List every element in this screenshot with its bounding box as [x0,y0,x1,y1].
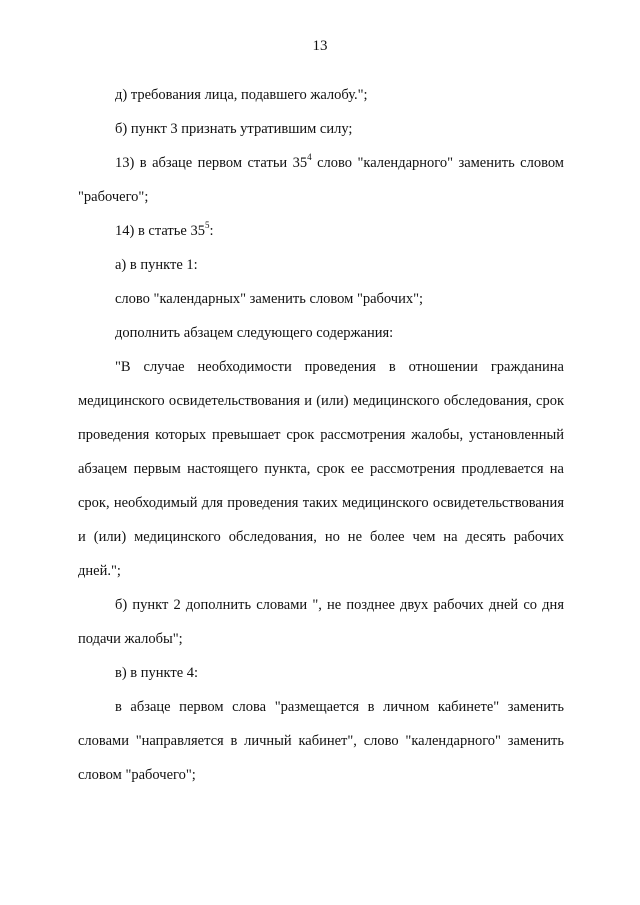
paragraph-item-b-point2: б) пункт 2 дополнить словами ", не позднее двух рабочих дней со дня подачи жалобы"; [78,597,564,647]
paragraph-item-d: д) требования лица, подавшего жалобу."; [115,87,368,103]
paragraph-13-superscript: 4 [307,152,312,162]
paragraph-quoted-text: "В случае необходимости проведения в отношении гражданина медицинского освидетельствования и (или) медицинского обследования, срок проведения которых превышает срок рассмотрения жалобы, установленный абзацем первым настоящего пункта, срок ее рассмотрения продлевается на срок, необходимый для проведения таких медицинского освидетельствования и (или) медицинского обследования, но не более чем на десять рабочих дней."; [78,359,564,579]
paragraph-13-text-after: слово "календарного" заменить словом "рабочего"; [78,155,564,205]
page-number: 13 [312,38,328,54]
paragraph-14-superscript: 5 [204,220,210,230]
paragraph-14-text: 14) в статье 35 [115,223,205,239]
paragraph-item-14 [78,214,564,248]
paragraph-first-paragraph-change: в абзаце первом слова "размещается в личном кабинете" заменить словами "направляется в личный кабинет", слово "календарного" заменить словом "рабочего"; [78,699,564,783]
paragraph-add-clause: дополнить абзацем следующего содержания: [115,325,394,341]
document-body [78,78,564,792]
paragraph-item-v-point4: в) в пункте 4: [115,665,199,681]
paragraph-13-text: 13) в абзаце первом статьи 35 [115,155,308,171]
paragraph-replace-calendar: слово "календарных" заменить словом "рабочих"; [115,291,424,307]
paragraph-item-a-point1: а) в пункте 1: [115,257,198,273]
paragraph-item-13 [78,146,564,214]
paragraph-14-text-after: : [209,223,214,239]
paragraph-item-b-point3: б) пункт 3 признать утратившим силу; [115,121,353,137]
